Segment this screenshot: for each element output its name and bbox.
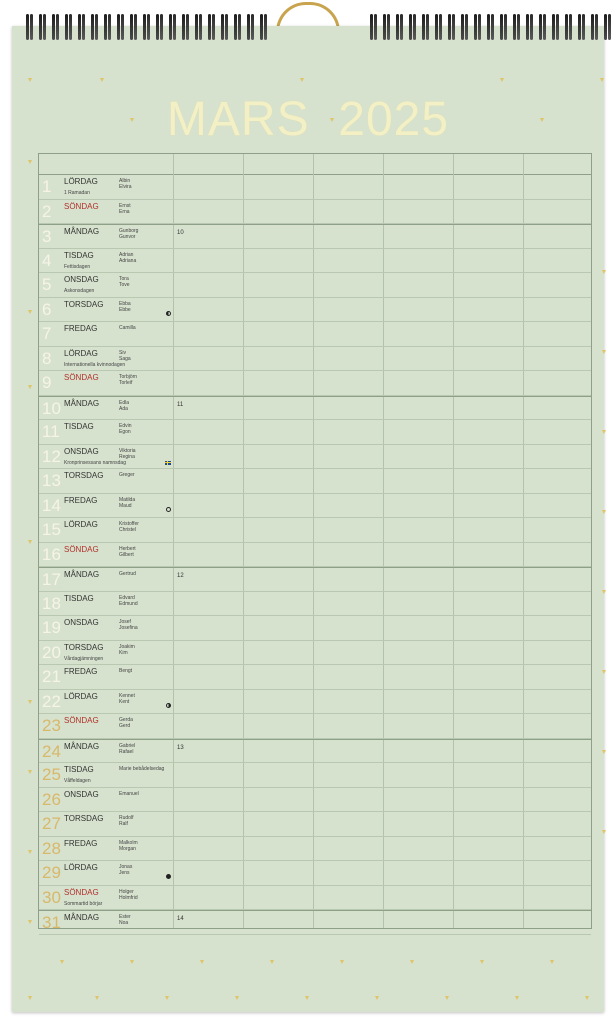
day-number: 18	[42, 593, 61, 613]
spiral-ring	[102, 14, 115, 44]
moon-new-icon	[166, 874, 171, 879]
day-row[interactable]	[39, 763, 591, 788]
name-day-name: Holmfrid	[119, 894, 138, 901]
day-row[interactable]	[39, 714, 591, 739]
gold-triangle-icon	[28, 385, 32, 389]
gold-triangle-icon	[270, 960, 274, 964]
gold-triangle-icon	[28, 996, 32, 1000]
day-name: LÖRDAG	[64, 348, 98, 358]
spiral-ring	[394, 14, 407, 44]
day-number: 21	[42, 667, 61, 686]
name-day-names	[119, 203, 131, 215]
day-number: 17	[42, 570, 61, 589]
name-day-names	[119, 423, 132, 435]
day-name: ONSDAG	[64, 789, 99, 799]
day-number: 13	[42, 471, 61, 490]
spiral-ring	[381, 14, 394, 44]
gold-triangle-icon	[375, 996, 379, 1000]
week-number: 12	[177, 573, 184, 579]
day-number: 26	[42, 789, 61, 809]
day-name: MÅNDAG	[64, 741, 100, 751]
gold-triangle-icon	[130, 118, 134, 122]
spiral-ring	[154, 14, 167, 44]
day-name: MÅNDAG	[64, 227, 100, 236]
spiral-ring	[24, 14, 37, 44]
day-name: LÖRDAG	[64, 177, 98, 186]
gold-triangle-icon	[602, 430, 606, 434]
spiral-ring	[472, 14, 485, 44]
spiral-ring	[245, 14, 258, 44]
name-day-name: Ester	[119, 914, 131, 920]
name-day-name: Siv	[119, 349, 126, 356]
day-name: MÅNDAG	[64, 913, 100, 922]
name-day-name: Morgan	[119, 845, 136, 852]
name-day-name: Noa	[119, 920, 129, 926]
day-number: 11	[42, 422, 60, 441]
spiral-ring	[407, 14, 420, 44]
day-row[interactable]	[39, 886, 591, 911]
spiral-ring	[563, 14, 576, 44]
day-name: TORSDAG	[64, 299, 104, 309]
name-day-name: Ebba	[119, 300, 131, 307]
name-day-name: Edmund	[119, 600, 138, 607]
spiral-ring	[219, 14, 232, 44]
name-day-names	[119, 815, 133, 827]
gold-triangle-icon	[445, 996, 449, 1000]
name-day-names	[119, 325, 136, 331]
day-row[interactable]	[39, 445, 591, 470]
day-row[interactable]	[39, 273, 591, 298]
day-note: Vårdagjämningen	[64, 655, 104, 662]
day-name: LÖRDAG	[64, 863, 98, 872]
name-day-name: Ada	[119, 405, 128, 412]
day-number: 24	[42, 741, 61, 761]
day-note: Fettisdagen	[64, 263, 91, 270]
gold-triangle-icon	[602, 670, 606, 674]
gold-triangle-icon	[235, 996, 239, 1000]
day-number: 9	[42, 373, 52, 392]
name-day-name: Matilda	[119, 496, 136, 503]
day-name: TISDAG	[64, 422, 94, 431]
name-day-name: Ralf	[119, 821, 128, 827]
day-row[interactable]	[39, 420, 591, 445]
moon-full-icon	[166, 507, 171, 512]
day-number: 23	[42, 716, 61, 735]
gold-triangle-icon	[602, 590, 606, 594]
name-day-names	[119, 301, 131, 313]
spiral-ring	[115, 14, 128, 44]
day-name: TISDAG	[64, 250, 94, 260]
day-note: Sommartid börjar	[64, 900, 103, 907]
name-day-names	[119, 717, 133, 729]
week-number: 10	[177, 230, 184, 236]
day-name: SÖNDAG	[64, 373, 99, 382]
gold-triangle-icon	[410, 960, 414, 964]
name-day-name: Gunvor	[119, 234, 136, 240]
spiral-ring	[524, 14, 537, 44]
day-number: 1	[42, 177, 52, 196]
name-day-name: Edvard	[119, 594, 135, 601]
gold-triangle-icon	[602, 270, 606, 274]
spiral-ring	[511, 14, 524, 44]
gold-triangle-icon	[600, 78, 604, 82]
name-day-names	[119, 766, 164, 772]
day-name: SÖNDAG	[64, 887, 99, 897]
name-day-names	[119, 276, 130, 288]
day-name: TORSDAG	[64, 814, 104, 823]
name-day-name: Edvin	[119, 423, 132, 429]
spiral-ring	[37, 14, 50, 44]
name-day-names	[119, 400, 129, 412]
day-number: 30	[42, 887, 61, 907]
day-number: 15	[42, 520, 61, 539]
name-day-name: Camilla	[119, 325, 136, 331]
gold-triangle-icon	[28, 310, 32, 314]
gold-triangle-icon	[200, 960, 204, 964]
gold-triangle-icon	[602, 750, 606, 754]
day-note: 1 Ramadan	[64, 190, 90, 196]
gold-triangle-icon	[28, 850, 32, 854]
day-row[interactable]	[39, 910, 591, 935]
name-day-name: Joakim	[119, 643, 135, 650]
day-name: TISDAG	[64, 593, 94, 603]
gold-triangle-icon	[130, 960, 134, 964]
day-number: 20	[42, 642, 61, 662]
day-name: MÅNDAG	[64, 570, 100, 579]
day-name: LÖRDAG	[64, 691, 98, 701]
day-name: TORSDAG	[64, 471, 104, 480]
gold-triangle-icon	[28, 78, 32, 82]
day-name: SÖNDAG	[64, 716, 99, 725]
day-note: Internationella kvinnodagen	[64, 361, 126, 368]
name-day-name: Holger	[119, 888, 134, 895]
name-day-names	[119, 571, 136, 577]
day-row[interactable]	[39, 175, 591, 200]
spiral-ring	[550, 14, 563, 44]
week-number: 13	[177, 744, 184, 751]
day-row[interactable]	[39, 371, 591, 396]
gold-triangle-icon	[28, 700, 32, 704]
day-name: SÖNDAG	[64, 544, 99, 554]
spiral-ring	[167, 14, 180, 44]
spiral-ring	[89, 14, 102, 44]
name-day-names	[119, 521, 139, 533]
day-name: FREDAG	[64, 495, 98, 505]
spiral-ring	[141, 14, 154, 44]
moon-last-quarter-icon	[166, 703, 171, 708]
gold-triangle-icon	[330, 118, 334, 122]
name-day-name: Jonas	[119, 864, 133, 870]
gold-triangle-icon	[28, 160, 32, 164]
day-number: 19	[42, 618, 61, 637]
day-number: 4	[42, 250, 52, 270]
day-row[interactable]	[39, 812, 591, 837]
spiral-binding-right	[368, 14, 615, 44]
name-day-name: Ebbe	[119, 306, 131, 313]
name-day-name: Bengt	[119, 668, 133, 674]
name-day-name: Jens	[119, 870, 130, 876]
day-number: 25	[42, 765, 61, 784]
day-row[interactable]	[39, 224, 591, 249]
day-row[interactable]	[39, 518, 591, 543]
month-title	[0, 92, 616, 147]
name-day-name: Saga	[119, 355, 131, 362]
day-row[interactable]	[39, 347, 591, 372]
name-day-names	[119, 619, 138, 631]
name-day-names	[119, 497, 135, 509]
day-number: 14	[42, 495, 61, 515]
day-row[interactable]	[39, 567, 591, 592]
name-day-names	[119, 350, 131, 362]
day-number: 8	[42, 348, 52, 368]
name-day-name: Albin	[119, 178, 131, 184]
name-day-name: Erna	[119, 208, 130, 215]
day-number: 27	[42, 814, 61, 833]
name-day-name: Gunborg	[119, 228, 139, 234]
spiral-ring	[576, 14, 589, 44]
gold-triangle-icon	[500, 78, 504, 82]
day-name: ONSDAG	[64, 275, 99, 284]
name-day-name: Maud	[119, 502, 132, 509]
name-day-name: Gilbert	[119, 551, 134, 558]
name-day-name: Kent	[119, 698, 130, 705]
day-name: FREDAG	[64, 324, 98, 333]
name-day-names	[119, 252, 136, 264]
name-day-name: Egon	[119, 429, 131, 435]
spiral-ring	[459, 14, 472, 44]
name-day-names	[119, 546, 136, 558]
day-number: 7	[42, 324, 52, 343]
name-day-names	[119, 668, 132, 674]
spiral-ring	[193, 14, 206, 44]
day-note: Askonsdagen	[64, 288, 95, 294]
gold-triangle-icon	[305, 996, 309, 1000]
name-day-names	[119, 864, 132, 876]
name-day-name: Herbert	[119, 545, 136, 552]
name-day-names	[119, 178, 132, 190]
day-row[interactable]	[39, 396, 591, 421]
week-number: 14	[177, 916, 184, 922]
gold-triangle-icon	[585, 996, 589, 1000]
day-row[interactable]	[39, 322, 591, 347]
day-number: 2	[42, 201, 52, 221]
name-day-name: Marie bebådelsedag	[119, 766, 165, 772]
gold-triangle-icon	[95, 996, 99, 1000]
name-day-name: Regina	[119, 453, 135, 460]
spiral-ring	[368, 14, 381, 44]
name-day-names	[119, 889, 138, 901]
gold-triangle-icon	[300, 78, 304, 82]
day-name: ONSDAG	[64, 446, 99, 456]
grid-header-row	[39, 154, 591, 175]
name-day-names	[119, 914, 131, 926]
day-name: ONSDAG	[64, 618, 99, 627]
day-row[interactable]	[39, 592, 591, 617]
gold-triangle-icon	[28, 920, 32, 924]
day-row[interactable]	[39, 543, 591, 568]
gold-triangle-icon	[540, 118, 544, 122]
name-day-names	[119, 644, 135, 656]
gold-triangle-icon	[100, 78, 104, 82]
gold-triangle-icon	[602, 510, 606, 514]
spiral-ring	[180, 14, 193, 44]
day-number: 31	[42, 913, 61, 932]
name-day-names	[119, 448, 136, 460]
name-day-name: Josefina	[119, 625, 138, 631]
name-day-name: Emanuel	[119, 790, 139, 797]
day-row[interactable]	[39, 861, 591, 886]
name-day-name: Malkolm	[119, 839, 138, 846]
calendar-grid	[38, 153, 592, 932]
day-row[interactable]	[39, 469, 591, 494]
spiral-ring	[232, 14, 245, 44]
month-name: MARS	[166, 93, 310, 146]
day-number: 12	[42, 446, 61, 466]
name-day-names	[119, 228, 138, 240]
day-number: 29	[42, 863, 61, 882]
day-row[interactable]	[39, 788, 591, 813]
day-row[interactable]	[39, 494, 591, 519]
name-day-name: Christel	[119, 527, 136, 533]
gold-triangle-icon	[28, 540, 32, 544]
name-day-names	[119, 374, 137, 386]
gold-triangle-icon	[602, 830, 606, 834]
day-name: SÖNDAG	[64, 201, 99, 211]
gold-triangle-icon	[550, 960, 554, 964]
day-row[interactable]	[39, 837, 591, 862]
day-number: 22	[42, 691, 61, 711]
name-day-names	[119, 693, 135, 705]
name-day-names	[119, 595, 138, 607]
name-day-name: Kristoffer	[119, 521, 139, 527]
day-row[interactable]	[39, 665, 591, 690]
name-day-name: Tora	[119, 276, 129, 282]
day-note: Kronprinsessans namnsdag	[64, 459, 126, 466]
name-day-name: Torbjörn	[119, 374, 138, 380]
day-row[interactable]	[39, 641, 591, 666]
spiral-binding-left	[24, 14, 271, 44]
gold-triangle-icon	[60, 960, 64, 964]
day-number: 5	[42, 275, 52, 294]
moon-first-quarter-icon	[166, 311, 171, 316]
gold-triangle-icon	[28, 770, 32, 774]
day-number: 3	[42, 227, 52, 246]
week-number: 11	[177, 401, 184, 408]
spiral-ring	[446, 14, 459, 44]
day-row[interactable]	[39, 690, 591, 715]
spiral-ring	[589, 14, 602, 44]
day-name: FREDAG	[64, 838, 98, 848]
name-day-name: Elvira	[119, 184, 132, 190]
day-row[interactable]	[39, 616, 591, 641]
spiral-ring	[63, 14, 76, 44]
day-name: LÖRDAG	[64, 520, 98, 529]
name-day-name: Adriana	[119, 257, 137, 264]
name-day-names	[119, 743, 135, 755]
day-name: FREDAG	[64, 667, 98, 676]
name-day-name: Rudolf	[119, 815, 134, 821]
name-day-names	[119, 840, 138, 852]
gold-triangle-icon	[340, 960, 344, 964]
day-note: Våffeldagen	[64, 778, 91, 784]
name-day-name: Tove	[119, 282, 130, 288]
spiral-ring	[206, 14, 219, 44]
name-day-name: Greger	[119, 472, 135, 478]
day-name: TORSDAG	[64, 642, 104, 652]
year: 2025	[338, 93, 450, 146]
gold-triangle-icon	[602, 350, 606, 354]
spiral-ring	[602, 14, 615, 44]
spiral-ring	[537, 14, 550, 44]
day-number: 28	[42, 838, 61, 858]
spiral-ring	[50, 14, 63, 44]
spiral-ring	[258, 14, 271, 44]
name-day-name: Kim	[119, 649, 128, 656]
day-row[interactable]	[39, 200, 591, 225]
spiral-ring	[76, 14, 89, 44]
name-day-name: Rafael	[119, 748, 134, 755]
name-day-name: Torleif	[119, 380, 133, 386]
day-name: TISDAG	[64, 765, 94, 774]
gold-triangle-icon	[165, 996, 169, 1000]
spiral-ring	[433, 14, 446, 44]
day-number: 16	[42, 544, 61, 564]
day-row[interactable]	[39, 298, 591, 323]
name-day-name: Gertrud	[119, 571, 136, 577]
day-name: MÅNDAG	[64, 398, 100, 408]
day-number: 6	[42, 299, 52, 319]
day-row[interactable]	[39, 739, 591, 764]
name-day-name: Gerda	[119, 717, 133, 723]
spiral-ring	[498, 14, 511, 44]
spiral-ring	[128, 14, 141, 44]
name-day-names	[119, 791, 139, 797]
name-day-name: Gerd	[119, 723, 131, 729]
spiral-ring	[420, 14, 433, 44]
gold-triangle-icon	[480, 960, 484, 964]
day-number: 10	[42, 398, 61, 418]
name-day-name: Ernst	[119, 202, 131, 209]
name-day-name: Viktoria	[119, 447, 136, 454]
name-day-names	[119, 472, 135, 478]
swedish-flag-icon	[165, 461, 171, 465]
name-day-name: Adrian	[119, 251, 134, 258]
name-day-name: Edla	[119, 399, 130, 406]
name-day-name: Josef	[119, 619, 131, 625]
day-row[interactable]	[39, 249, 591, 274]
spiral-ring	[485, 14, 498, 44]
name-day-name: Gabriel	[119, 742, 136, 749]
name-day-name: Kennet	[119, 692, 135, 699]
gold-triangle-icon	[515, 996, 519, 1000]
